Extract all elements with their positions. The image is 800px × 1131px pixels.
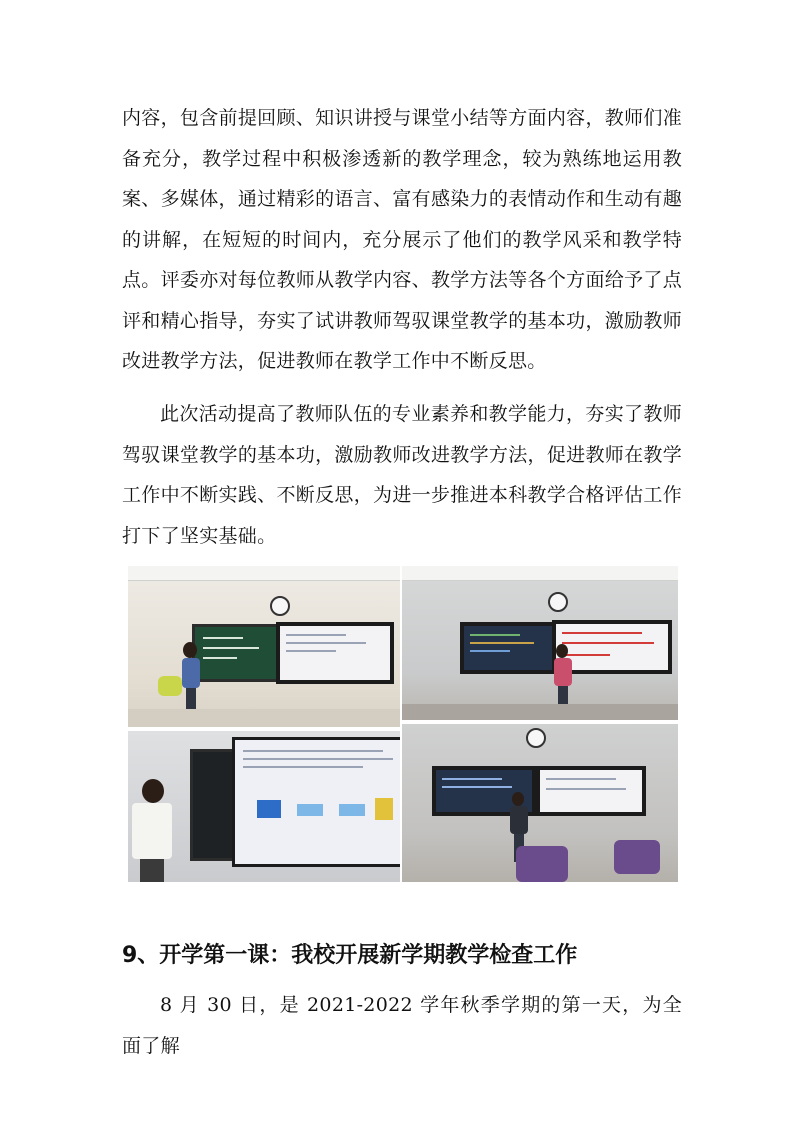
yellow-chair xyxy=(158,676,182,696)
photo-dual-screen-lecture xyxy=(402,566,678,720)
photo-network-slide-lecture xyxy=(128,731,400,882)
clock-icon xyxy=(270,596,290,616)
chalkboard xyxy=(192,624,282,682)
blackboard xyxy=(190,749,236,861)
body-paragraph-1: 内容，包含前提回顾、知识讲授与课堂小结等方面内容，教师们准备充分，教学过程中积极渗透新的教学理念，较为熟练地运用教案、多媒体，通过精彩的语言、富有感染力的表情动作和生动有趣的讲解，在短短的时间内，充分展示了他们的教学风采和教学特点。评委亦对每位教师从教学内容、教学方法等各个方面给予了点评和精心指导，夯实了试讲教师驾驭课堂教学的基本功，激励教师改进教学方法，促进教师在教学工作中不断反思。 xyxy=(122,107,682,372)
clock-icon xyxy=(526,728,546,748)
clock-icon xyxy=(548,592,568,612)
projector-screen xyxy=(276,622,394,684)
photo-classroom-wide xyxy=(402,724,678,882)
body-paragraph-3: 8 月 30 日，是 2021-2022 学年秋季学期的第一天，为全面了解 xyxy=(122,994,682,1057)
right-screen xyxy=(536,766,646,816)
body-paragraph-2: 此次活动提高了教师队伍的专业素养和教学能力，夯实了教师驾驭课堂教学的基本功，激励教师改进教学方法，促进教师在教学工作中不断实践、不断反思，为进一步推进本科教学合格评估工作打下了坚实基础。 xyxy=(122,403,682,547)
code-screen xyxy=(460,622,556,674)
floor xyxy=(128,709,400,727)
section-heading: 9、开学第一课：我校开展新学期教学检查工作 xyxy=(122,943,578,968)
photo-chalkboard-lecture xyxy=(128,566,400,727)
ceiling xyxy=(128,566,400,581)
ceiling xyxy=(402,566,678,581)
purple-chair xyxy=(516,846,568,882)
slide-screen xyxy=(232,737,400,867)
floor xyxy=(402,704,678,720)
photo-collage xyxy=(128,566,678,882)
purple-chair xyxy=(614,840,660,874)
